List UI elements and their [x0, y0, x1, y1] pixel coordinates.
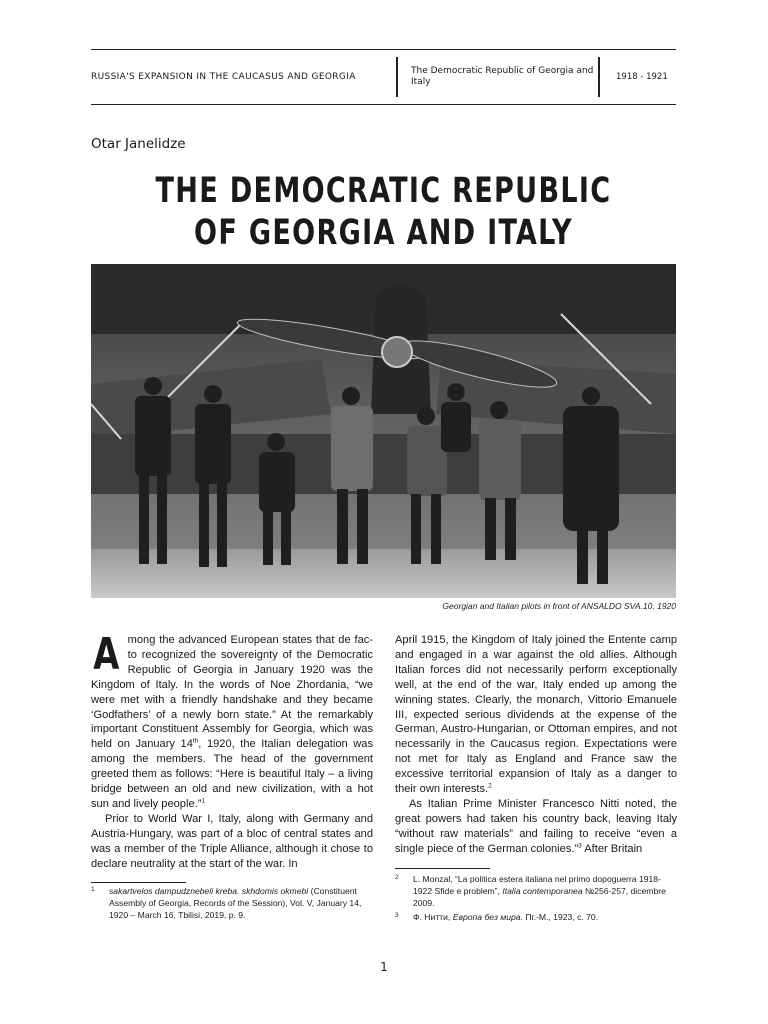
- paragraph-1-text-b: , 1920, the Italian delegation was among the members. The head of the government greeted them as follows: “Here is beautiful Italy – a living bridge between an old and new civilization, with a hot sun and lively people.”: [91, 738, 373, 810]
- footnote-3-italic: Европа без мира: [452, 912, 521, 922]
- author-name: Otar Janelidze: [91, 136, 186, 152]
- footnote-2-text-b: №256-257, dicembre 2009.: [413, 885, 666, 908]
- footnote-ref-1[interactable]: 1: [201, 797, 206, 805]
- drop-cap: A: [93, 629, 120, 680]
- footnote-1-text: (Constituent Assembly of Georgia, Records of the Session), Vol. V, January 14, 1920 – March 16, Tbilisi, 2019, p. 9.: [109, 886, 362, 920]
- footnote-1-number: 1: [91, 886, 95, 893]
- body-column-left: [91, 629, 373, 872]
- title-line-1: THE DEMOCRATIC REPUBLIC: [155, 171, 612, 211]
- footnote-3-text-b: . Пг.-М., 1923, с. 70.: [520, 912, 599, 922]
- title-line-2: OF GEORGIA AND ITALY: [194, 213, 573, 253]
- header-rule-top: [91, 49, 676, 50]
- footnote-rule-left: [91, 882, 186, 883]
- body-column-right: [395, 633, 677, 857]
- footnote-2-italic: Italia contemporanea: [502, 885, 583, 896]
- footnote-1-italic: sakartvelos dampudznebeli kreba. skhdomis okmebi: [109, 886, 309, 896]
- paragraph-1: [91, 629, 373, 812]
- page-number: 1: [380, 960, 388, 974]
- paragraph-2: Prior to World War I, Italy, along with Germany and Austria-Hungary, was part of a bloc of central states and was a member of the Triple Alliance, although it chose to declare neutrality at the start of the war. In: [91, 812, 373, 870]
- footnote-ref-2[interactable]: 2: [488, 782, 492, 790]
- footnote-2-text: L. Monzal, “La politica estera italiana nel primo dopoguerra 1918-1922 Sfide e problem”,: [413, 874, 661, 896]
- paragraph-4: [395, 797, 677, 857]
- ordinal-suffix: th: [192, 737, 199, 745]
- footnote-3-number: 3: [395, 912, 399, 919]
- footnote-ref-3[interactable]: 3: [578, 842, 582, 849]
- footnote-rule-right: [395, 868, 490, 869]
- header-divider-1: [396, 57, 398, 97]
- footnote-3: [395, 912, 677, 924]
- photo-illustration: [91, 264, 676, 598]
- paragraph-1-text: mong the advanced European states that de facto recognized the sovereignty of the Democratic Republic of Georgia in January 1920 was the Kingdom of Italy. In the words of Noe Zhordania, “we were met with a friendly handshake and they became ‘Godfathers’ of a newly born state.” At the remarkably important Constituent Assembly for Georgia, which was held on January 14: [91, 634, 373, 751]
- paragraph-4-text: As Italian Prime Minister Francesco Nitti noted, the great powers had taken his country back, leaving Italy “without raw materials” and failing to receive “even a single piece of the German colonies.”: [395, 797, 677, 855]
- running-header-middle: The Democratic Republic of Georgia and Italy: [411, 66, 594, 87]
- paragraph-4-text-b: After Britain: [581, 842, 643, 855]
- article-title: [132, 170, 635, 254]
- footnote-2: [395, 874, 677, 909]
- footnote-3-text: Ф. Нитти,: [413, 912, 453, 922]
- historical-photo: [91, 264, 676, 598]
- header-divider-2: [598, 57, 600, 97]
- photo-caption: Georgian and Italian pilots in front of ANSALDO SVA.10, 1920: [442, 601, 676, 611]
- footnote-1: [91, 886, 373, 921]
- paragraph-3-text: April 1915, the Kingdom of Italy joined the Entente camp and engaged in a war against the old allies. Although Italian forces did not necessarily perform exceptionally well, at the end of the war, Italy ended up among the winning states. Clearly, the monarch, Vittorio Emanuele III, expected serious dividends at the expense of the German, Austro-Hungarian, or Ottoman empires, and not necessarily in the Caucasus region. Expectations were not met for Italy as England and France saw the excessive territorial expansion of Italy as a danger to their own interests.: [395, 634, 677, 796]
- running-header-left: RUSSIA'S EXPANSION IN THE CAUCASUS AND GEORGIA: [91, 72, 356, 82]
- paragraph-3: [395, 633, 677, 797]
- header-rule-bottom: [91, 104, 676, 105]
- footnote-2-number: 2: [395, 874, 399, 881]
- running-header-years: 1918 - 1921: [616, 72, 668, 82]
